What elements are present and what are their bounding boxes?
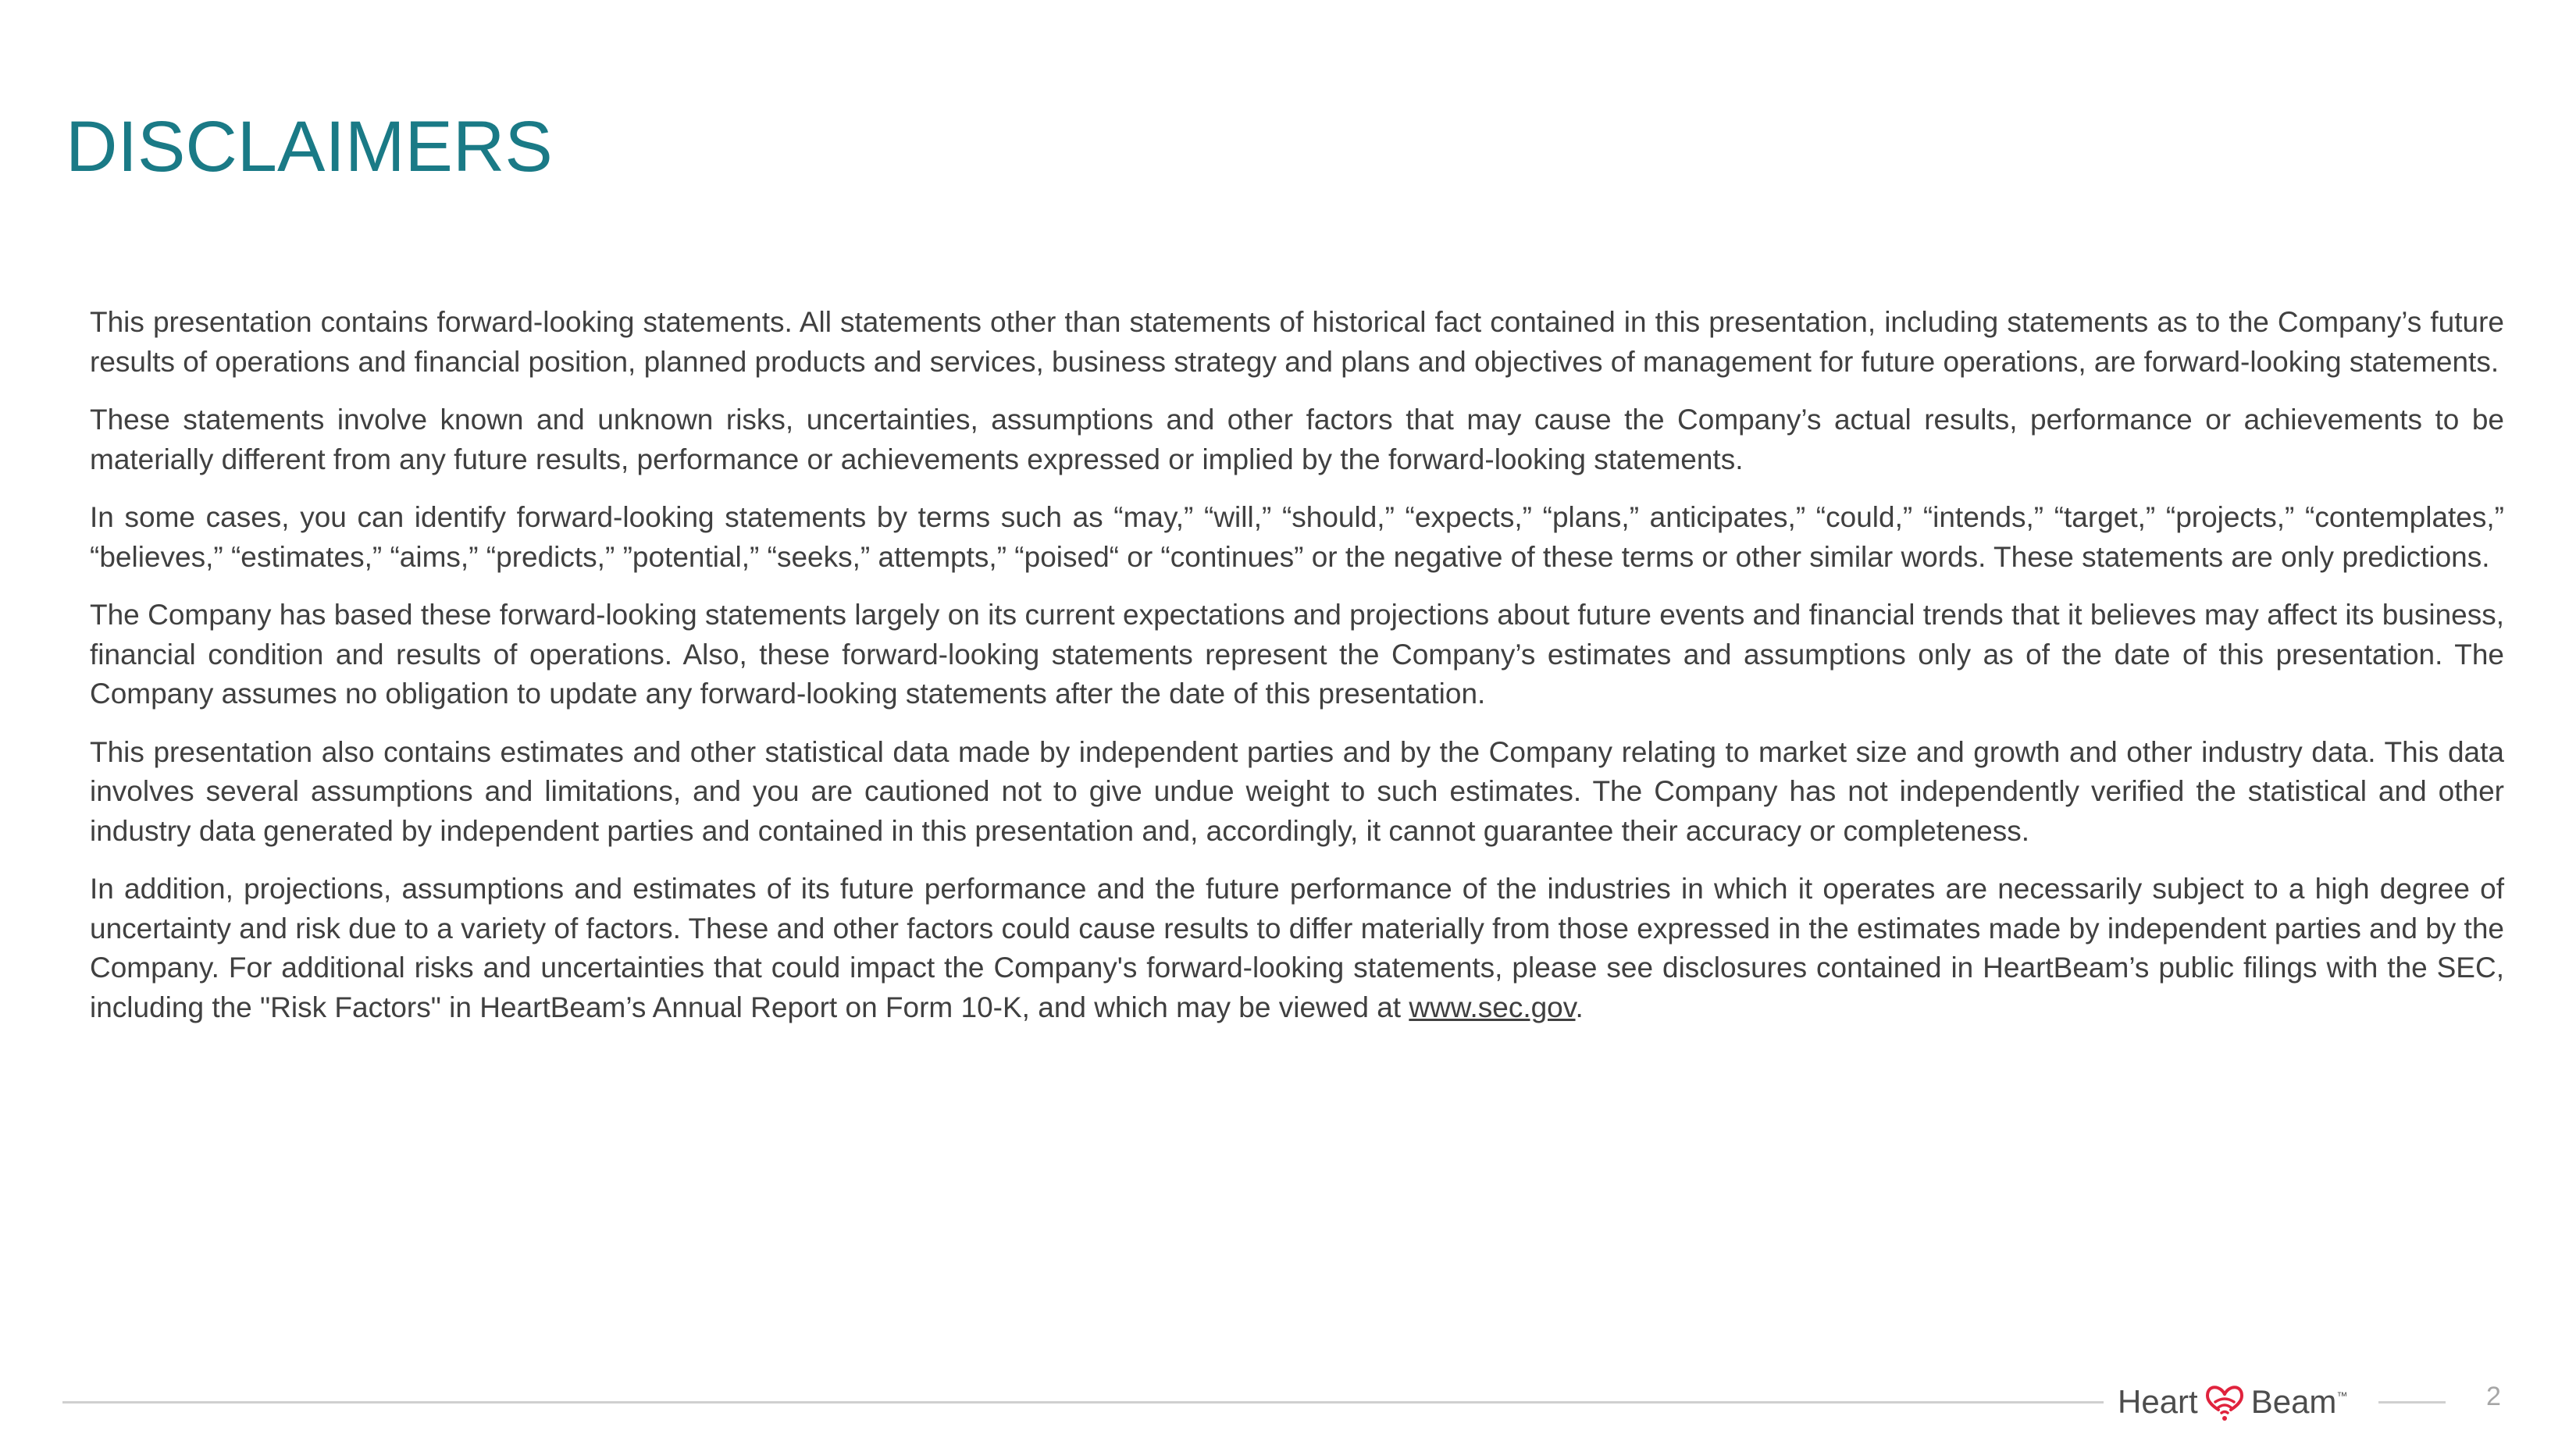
paragraph-expectations: The Company has based these forward-looking statements largely on its current expectations and projections about future events and financial trends that it believes may affect its business, financial condition and results of operations. Also, these forward-looking statements represent the Company’s estimates and assumptions only as of the date of this presentation. The Company assumes no obligation to update any forward-looking statements after the date of this presentation. bbox=[90, 599, 2504, 710]
disclaimer-body bbox=[90, 303, 2504, 1046]
paragraph-projections-end: . bbox=[1575, 991, 1584, 1023]
logo-text-heart: Heart bbox=[2118, 1383, 2198, 1420]
paragraph-statistical-data: This presentation also contains estimates and other statistical data made by independent parties and by the Company relating to market size and growth and other industry data. This data involves several assumptions and limitations, and you are cautioned not to give undue weight to such estimates. The Company has not independently verified the statistical and other industry data generated by independent parties and contained in this presentation and, accordingly, it cannot guarantee their accuracy or completeness. bbox=[90, 735, 2504, 847]
page-number: 2 bbox=[2486, 1382, 2501, 1411]
logo-trademark: ™ bbox=[2336, 1389, 2348, 1402]
heartbeam-logo bbox=[2118, 1379, 2347, 1425]
paragraph-forward-looking: This presentation contains forward-looking statements. All statements other than statements of historical fact contained in this presentation, including statements as to the Company’s future results of operations and financial position, planned products and services, business strategy and plans and objectives of management for future operations, are forward-looking statements. bbox=[90, 306, 2504, 378]
sec-gov-link[interactable]: www.sec.gov bbox=[1409, 991, 1576, 1023]
paragraph-projections-text: In addition, projections, assumptions and estimates of its future performance and the future performance of the industries in which it operates are necessarily subject to a high degree of uncertainty and risk due to a variety of factors. These and other factors could cause results to differ materially from those expressed in the estimates made by independent parties and by the Company. For additional risks and uncertainties that could impact the Company's forward-looking statements, please see disclosures contained in HeartBeam’s public filings with the SEC, including the "Risk Factors" in HeartBeam’s Annual Report on Form 10-K, and which may be viewed at bbox=[90, 873, 2504, 1023]
footer-divider-right bbox=[2378, 1401, 2446, 1404]
logo-text-beam: Beam bbox=[2250, 1383, 2337, 1420]
heart-wave-icon bbox=[2201, 1379, 2248, 1425]
paragraph-terms: In some cases, you can identify forward-looking statements by terms such as “may,” “will,” “should,” “expects,” “plans,” anticipates,” “could,” “intends,” “target,” “projects,” “contemplates,” “believes,” “estimates,” “aims,” “predicts,” ”potential,” “seeks,” attempts,” “poised“ or “continues” or the negative of these terms or other similar words. These statements are only predictions. bbox=[90, 501, 2504, 573]
slide-title: DISCLAIMERS bbox=[66, 107, 553, 187]
paragraph-projections bbox=[90, 870, 2504, 1027]
paragraph-risks: These statements involve known and unknown risks, uncertainties, assumptions and other factors that may cause the Company’s actual results, performance or achievements to be materially different from any future results, performance or achievements expressed or implied by the forward-looking statements. bbox=[90, 404, 2504, 475]
footer-divider-left bbox=[62, 1401, 2104, 1404]
